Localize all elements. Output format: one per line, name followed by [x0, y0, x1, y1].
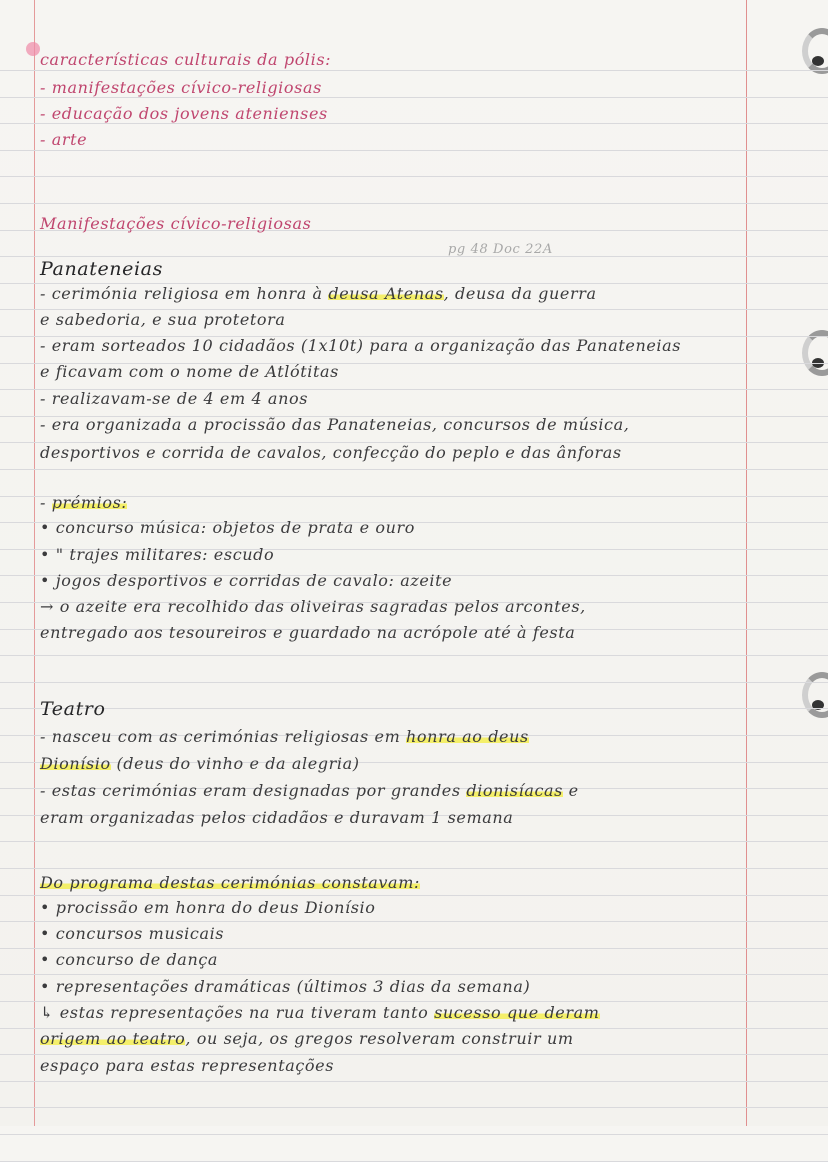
- note-line: [40, 545, 274, 564]
- note-text: ↳ estas representações na rua tiveram tanto: [40, 1003, 435, 1022]
- note-line: [40, 78, 322, 97]
- note-line: [40, 924, 224, 943]
- note-text: (deus do vinho e da alegria): [110, 754, 360, 773]
- ruled-line: [0, 150, 828, 151]
- note-text: e: [562, 781, 579, 800]
- note-line: [40, 781, 579, 800]
- note-line: [40, 310, 286, 329]
- note-line: [40, 284, 597, 303]
- ruled-line: [0, 868, 828, 869]
- ruled-line: [0, 708, 828, 709]
- note-text: • " trajes militares: escudo: [40, 545, 275, 564]
- note-text: - arte: [40, 130, 88, 149]
- note-line: [40, 977, 530, 996]
- highlighted-text: prémios:: [51, 493, 128, 512]
- highlighted-text: dionisíacas: [466, 781, 563, 800]
- note-line: [40, 754, 360, 773]
- note-text: • procissão em honra do deus Dionísio: [40, 898, 376, 917]
- note-line: [40, 898, 375, 917]
- note-line: [40, 104, 328, 123]
- highlighted-text: honra ao deus: [406, 727, 529, 746]
- note-text: e sabedoria, e sua protetora: [40, 310, 286, 329]
- ruled-line: [0, 1107, 828, 1108]
- note-line: [40, 571, 452, 590]
- highlighted-text: Do programa destas cerimónias constavam:: [40, 873, 420, 892]
- note-text: -: [40, 493, 52, 512]
- ruled-line: [0, 256, 828, 257]
- note-text: - nasceu com as cerimónias religiosas em: [40, 727, 407, 746]
- ruled-line: [0, 123, 828, 124]
- ruled-line: [0, 974, 828, 975]
- left-margin-line: [34, 0, 35, 1126]
- note-line: [40, 50, 331, 69]
- section-heading: [40, 698, 106, 720]
- note-line: [40, 336, 681, 355]
- note-text: Panateneias: [40, 258, 163, 280]
- note-line: [40, 214, 311, 233]
- highlighted-text: Dionísio: [40, 754, 111, 773]
- highlighted-text: sucesso que deram: [434, 1003, 600, 1022]
- ruled-line: [0, 895, 828, 896]
- note-text: - educação dos jovens atenienses: [40, 104, 328, 123]
- ruled-line: [0, 1054, 828, 1055]
- note-text: pg 48 Doc 22A: [448, 242, 553, 257]
- note-line: [40, 623, 575, 642]
- ruled-line: [0, 921, 828, 922]
- ruled-line: [0, 1001, 828, 1002]
- note-text: entregado aos tesoureiros e guardado na acrópole até à festa: [40, 623, 576, 642]
- note-text: espaço para estas representações: [40, 1056, 335, 1075]
- note-text: características culturais da pólis:: [40, 50, 332, 69]
- note-line: [40, 597, 586, 616]
- note-text: - era organizada a procissão das Panateneias, concursos de música,: [40, 415, 630, 434]
- ruled-line: [0, 1134, 828, 1135]
- section-heading: [40, 258, 163, 280]
- ruled-line: [0, 682, 828, 683]
- note-line: [40, 1029, 574, 1048]
- note-text: desportivos e corrida de cavalos, confecção do peplo e das ânforas: [40, 443, 622, 462]
- note-line: [40, 415, 629, 434]
- binder-ring-icon: [802, 28, 828, 74]
- note-line: [40, 1003, 600, 1022]
- ruled-line: [0, 1081, 828, 1082]
- note-text: Manifestações cívico-religiosas: [40, 214, 312, 233]
- ruled-line: [0, 841, 828, 842]
- ruled-line: [0, 655, 828, 656]
- note-line: [40, 727, 529, 746]
- note-line: [40, 493, 127, 512]
- binder-ring-icon: [802, 672, 828, 718]
- highlighted-text: origem ao teatro: [40, 1029, 186, 1048]
- ruled-line: [0, 97, 828, 98]
- right-margin-line: [746, 0, 747, 1126]
- ruled-line: [0, 203, 828, 204]
- note-text: • concursos musicais: [40, 924, 225, 943]
- note-line: [40, 873, 420, 892]
- note-text: e ficavam com o nome de Atlótitas: [40, 362, 339, 381]
- note-line: [40, 443, 622, 462]
- note-line: [40, 389, 308, 408]
- highlighted-text: deusa Atenas: [328, 284, 444, 303]
- note-text: - eram sorteados 10 cidadãos (1x10t) para a organização das Panateneias: [40, 336, 682, 355]
- note-line: [40, 808, 513, 827]
- ruled-line: [0, 70, 828, 71]
- note-text: • concurso de dança: [40, 950, 219, 969]
- note-text: → o azeite era recolhido das oliveiras sagradas pelos arcontes,: [40, 597, 586, 616]
- ink-blot: [26, 42, 40, 56]
- ruled-line: [0, 469, 828, 470]
- note-text: , ou seja, os gregos resolveram construir um: [185, 1029, 574, 1048]
- note-text: - estas cerimónias eram designadas por grandes: [40, 781, 467, 800]
- note-text: - realizavam-se de 4 em 4 anos: [40, 389, 309, 408]
- note-text: • concurso música: objetos de prata e ouro: [40, 518, 415, 537]
- note-text: , deusa da guerra: [443, 284, 597, 303]
- note-line: [40, 950, 218, 969]
- ruled-line: [0, 176, 828, 177]
- note-text: • jogos desportivos e corridas de cavalo: azeite: [40, 571, 453, 590]
- note-text: - manifestações cívico-religiosas: [40, 78, 322, 97]
- page-reference: [448, 242, 553, 257]
- note-line: [40, 130, 87, 149]
- ruled-line: [0, 948, 828, 949]
- note-text: • representações dramáticas (últimos 3 dias da semana): [40, 977, 531, 996]
- note-line: [40, 518, 415, 537]
- note-text: eram organizadas pelos cidadãos e duravam 1 semana: [40, 808, 514, 827]
- note-text: Teatro: [40, 698, 106, 720]
- note-text: - cerimónia religiosa em honra à: [40, 284, 329, 303]
- note-line: [40, 1056, 334, 1075]
- note-line: [40, 362, 339, 381]
